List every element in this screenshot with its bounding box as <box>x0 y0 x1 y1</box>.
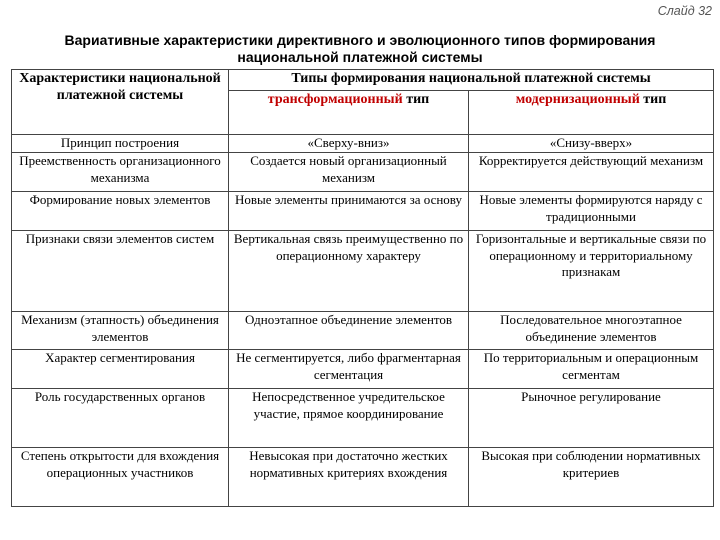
table-row <box>12 231 714 312</box>
comparison-table <box>11 69 714 507</box>
cell-characteristic: Принцип построения <box>12 135 229 153</box>
cell-transform: Новые элементы принимаются за основу <box>229 192 469 231</box>
header-transform <box>229 91 469 135</box>
cell-modern: Рыночное регулирование <box>469 389 714 448</box>
table-row <box>12 153 714 192</box>
cell-modern: Горизонтальные и вертикальные связи по операционному и территориальному признакам <box>469 231 714 312</box>
transform-accent: трансформационный <box>267 92 403 107</box>
cell-transform: Создается новый организационный механизм <box>229 153 469 192</box>
modern-accent: модернизационный <box>515 92 640 107</box>
cell-transform: Не сегментируется, либо фрагментарная сегментация <box>229 350 469 389</box>
table-row <box>12 192 714 231</box>
table-row <box>12 350 714 389</box>
slide-number: Слайд 32 <box>657 4 712 18</box>
cell-characteristic: Формирование новых элементов <box>12 192 229 231</box>
cell-transform: Одноэтапное объединение элементов <box>229 312 469 350</box>
transform-rest: тип <box>402 92 430 107</box>
header-modern <box>469 91 714 135</box>
slide-title <box>0 32 720 66</box>
cell-characteristic: Характер сегментирования <box>12 350 229 389</box>
cell-characteristic: Преемственность организационного механизма <box>12 153 229 192</box>
cell-characteristic: Степень открытости для вхождения операционных участников <box>12 448 229 507</box>
cell-modern: Высокая при соблюдении нормативных критериев <box>469 448 714 507</box>
cell-transform: Вертикальная связь преимущественно по операционному характеру <box>229 231 469 312</box>
title-line-1: Вариативные характеристики директивного и эволюционного типов формирования <box>64 32 656 48</box>
cell-modern: Новые элементы формируются наряду с традиционными <box>469 192 714 231</box>
table-row <box>12 312 714 350</box>
cell-transform: «Сверху-вниз» <box>229 135 469 153</box>
cell-characteristic: Механизм (этапность) объединения элементов <box>12 312 229 350</box>
cell-modern: По территориальным и операционным сегментам <box>469 350 714 389</box>
cell-modern: Корректируется действующий механизм <box>469 153 714 192</box>
header-characteristics: Характеристики национальной платежной системы <box>12 70 229 135</box>
header-types: Типы формирования национальной платежной системы <box>229 70 714 91</box>
table-row <box>12 389 714 448</box>
table-row <box>12 135 714 153</box>
cell-transform: Невысокая при достаточно жестких нормативных критериях вхождения <box>229 448 469 507</box>
modern-rest: тип <box>639 92 667 107</box>
title-line-2: национальной платежной системы <box>237 49 483 65</box>
header-row <box>12 70 714 91</box>
cell-modern: Последовательное многоэтапное объединение элементов <box>469 312 714 350</box>
table-row <box>12 448 714 507</box>
cell-transform: Непосредственное учредительское участие, прямое координирование <box>229 389 469 448</box>
cell-modern: «Снизу-вверх» <box>469 135 714 153</box>
cell-characteristic: Роль государственных органов <box>12 389 229 448</box>
cell-characteristic: Признаки связи элементов систем <box>12 231 229 312</box>
